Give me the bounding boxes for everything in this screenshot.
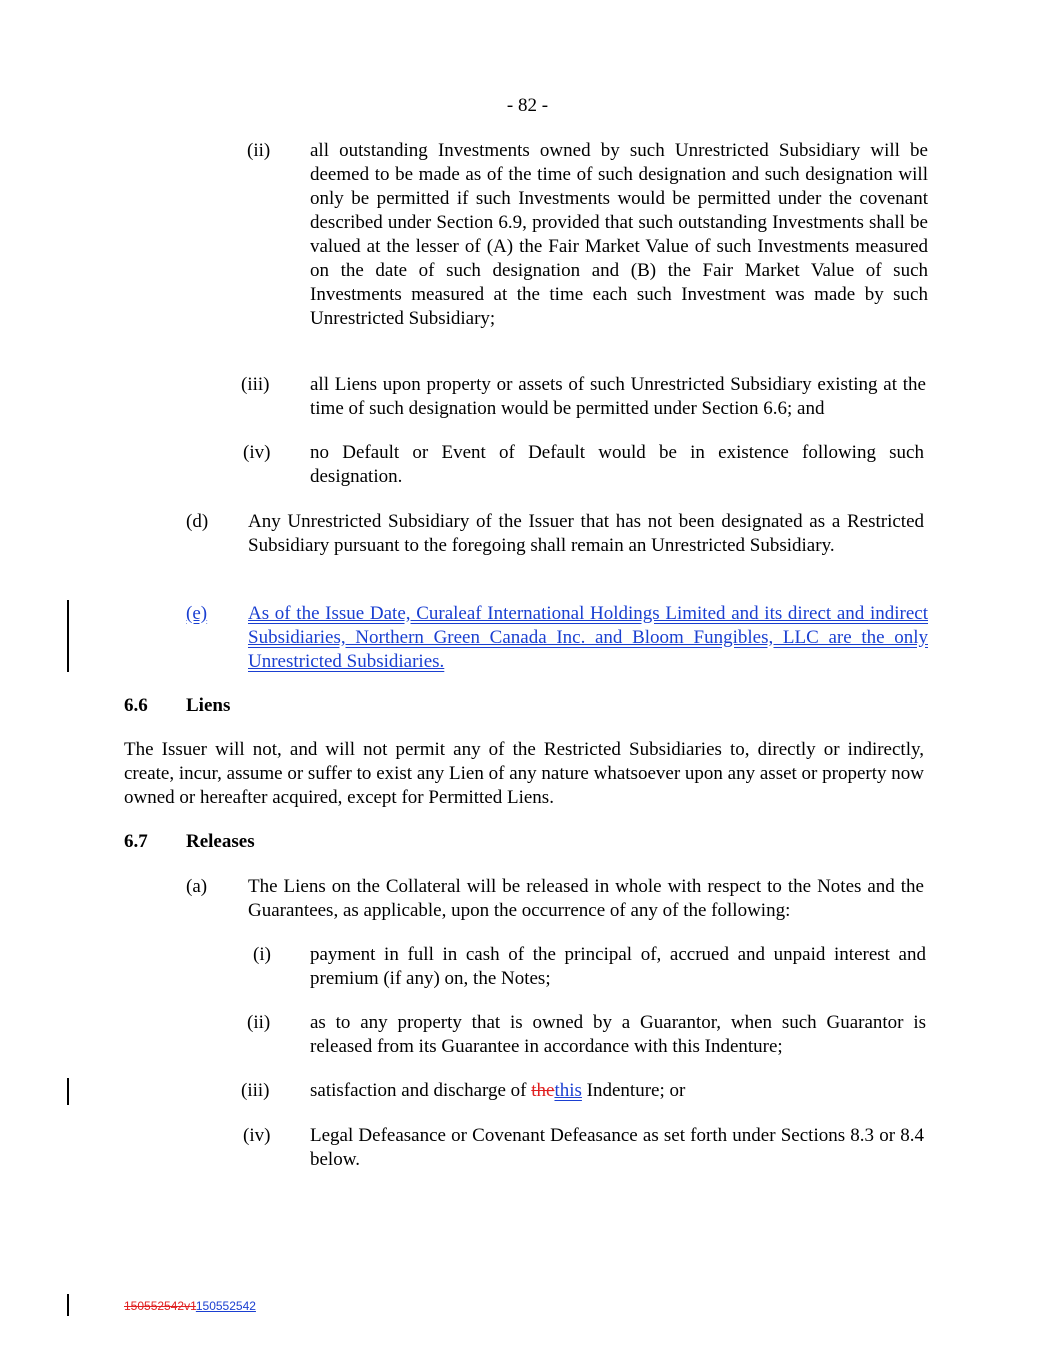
item-a-i-label: (i) <box>253 944 271 965</box>
item-c-ii-label: (ii) <box>247 140 271 161</box>
change-bar <box>67 1078 69 1105</box>
para-e-text: As of the Issue Date, Curaleaf International Holdings Limited and its direct and indirect Subsidiaries, Northern Green Canada Inc. and Bloom Fungibles, LLC are the only Unrestricted Subsidiaries. <box>248 603 928 672</box>
change-bar <box>67 600 69 672</box>
item-c-iv-label: (iv) <box>243 442 271 463</box>
section-6-7-title: Releases <box>186 831 255 852</box>
para-a-label: (a) <box>186 876 208 897</box>
deleted-text: the <box>531 1080 555 1101</box>
para-a-text: The Liens on the Collateral will be released in whole with respect to the Notes and the Guarantees, as applicable, upon the occurrence of any of the following: <box>248 876 924 921</box>
item-a-iv-text: Legal Defeasance or Covenant Defeasance as set forth under Sections 8.3 or 8.4 below. <box>310 1125 924 1170</box>
item-a-iii-after: Indenture; or <box>581 1080 686 1101</box>
item-c-iii-label: (iii) <box>241 374 270 395</box>
document-id <box>124 1298 256 1314</box>
item-a-i-text: payment in full in cash of the principal of, accrued and unpaid interest and premium (if any) on, the Notes; <box>310 944 926 989</box>
item-c-iv-text: no Default or Event of Default would be in existence following such designation. <box>310 442 924 487</box>
item-c-ii-text: all outstanding Investments owned by such Unrestricted Subsidiary will be deemed to be made as of the time of such designation and such designation will only be permitted if such Investments would be permitted under the covenant described under Section 6.9, provided that such outstanding Investments shall be valued at the lesser of (A) the Fair Market Value of such Investments measured on the date of such designation and (B) the Fair Market Value of such Investments measured at the time each such Investment was made by such Unrestricted Subsidiary; <box>310 140 928 329</box>
item-a-iv-label: (iv) <box>243 1125 271 1146</box>
item-a-iii-label: (iii) <box>241 1080 270 1101</box>
inserted-doc-id: 150552542 <box>195 1299 256 1313</box>
section-6-6-title: Liens <box>186 695 231 716</box>
deleted-doc-id: 150552542v1 <box>124 1299 196 1313</box>
item-a-iii-text <box>310 1079 685 1103</box>
para-e-label: (e) <box>186 603 208 624</box>
page-number: - 82 - <box>506 95 549 116</box>
item-a-ii-label: (ii) <box>247 1012 271 1033</box>
section-6-6-number: 6.6 <box>124 695 148 716</box>
section-6-6-body: The Issuer will not, and will not permit any of the Restricted Subsidiaries to, directly or indirectly, create, incur, assume or suffer to exist any Lien of any nature whatsoever upon any asset or property now owned or hereafter acquired, except for Permitted Liens. <box>124 739 924 808</box>
para-d-text: Any Unrestricted Subsidiary of the Issuer that has not been designated as a Restricted Subsidiary pursuant to the foregoing shall remain an Unrestricted Subsidiary. <box>248 511 924 556</box>
section-6-7-number: 6.7 <box>124 831 148 852</box>
item-c-iii-text: all Liens upon property or assets of such Unrestricted Subsidiary existing at the time of such designation would be permitted under Section 6.6; and <box>310 374 926 419</box>
item-a-iii-before: satisfaction and discharge of <box>310 1080 532 1101</box>
change-bar <box>67 1294 69 1316</box>
inserted-text: this <box>554 1080 582 1101</box>
item-a-ii-text: as to any property that is owned by a Guarantor, when such Guarantor is released from its Guarantee in accordance with this Indenture; <box>310 1012 926 1057</box>
para-d-label: (d) <box>186 511 209 532</box>
